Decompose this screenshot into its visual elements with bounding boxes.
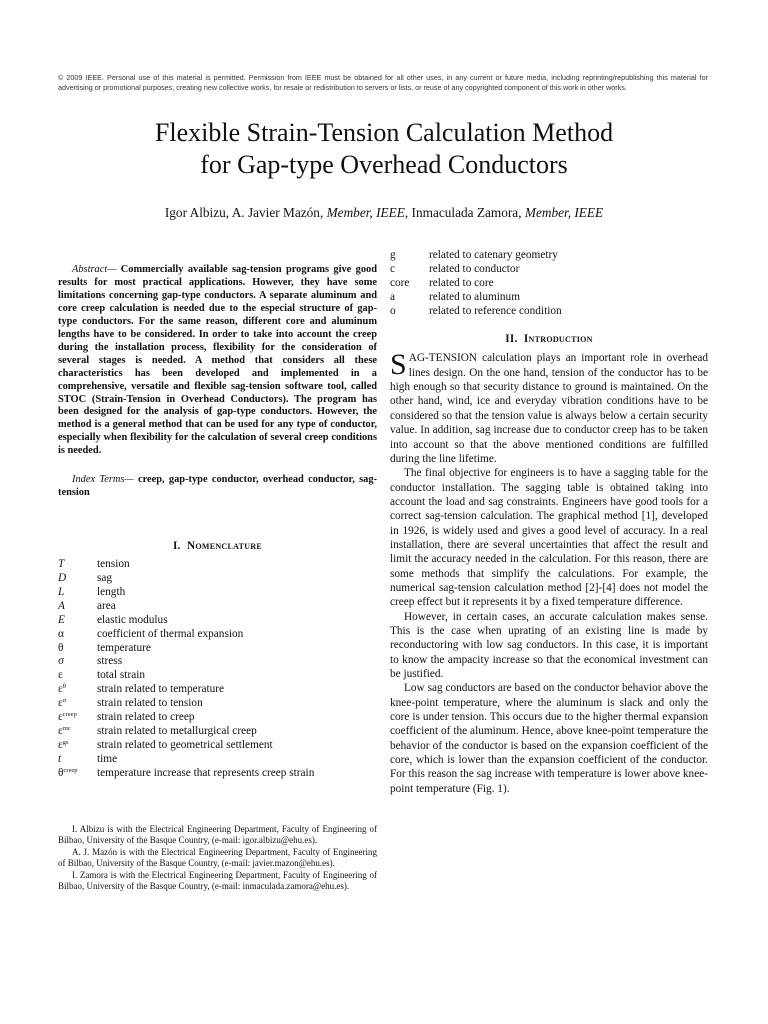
nomenclature-symbol: T	[58, 558, 65, 571]
subscript-item	[390, 305, 708, 319]
symbol-base: ε	[58, 711, 63, 723]
nomenclature-symbol: E	[58, 613, 65, 626]
nomenclature-description: strain related to creep	[97, 711, 195, 723]
nomenclature-item	[58, 753, 377, 767]
nomenclature-item	[58, 600, 377, 614]
nomenclature-description: strain related to geometrical settlement	[97, 738, 273, 751]
nomenclature-item	[58, 628, 377, 642]
copyright-notice: © 2009 IEEE. Personal use of this material is permitted. Permission from IEEE must be obtained for all other uses, in any current or future media, including reprinting/republishing this material for advertising or promotional purposes, creating new collective works, for resale or redistribution to servers or lists, or reuse of any copyrighted component of this work in other works.	[58, 73, 708, 92]
nomenclature-item	[58, 642, 377, 656]
nomenclature-description: strain related to tension	[97, 697, 203, 710]
symbol-base: θ	[58, 766, 64, 779]
subscript-description: related to conductor	[429, 262, 520, 275]
nomenclature-item	[58, 669, 377, 683]
symbol-base: ε	[58, 724, 63, 737]
nomenclature-symbol	[58, 697, 97, 711]
introduction-number: II.	[505, 333, 518, 346]
nomenclature-description: elastic modulus	[97, 613, 168, 626]
nomenclature-item	[58, 739, 377, 753]
nomenclature-item	[58, 558, 377, 572]
intro-paragraph-1-text: AG-TENSION calculation plays an important role in overhead lines design. On the one hand, tension of the conductor has to be high enough so that security distance to ground is maintained. On the other hand, wind, ice and everyday vibration conditions have to be considered so that the tension value is always below a certain security value. In addition, sag increase due to conductor creep has to be taken into account so that the above mentioned conditions are fulfilled during the line lifetime.	[390, 352, 708, 465]
nomenclature-description: temperature	[97, 641, 151, 654]
nomenclature-description: stress	[97, 655, 123, 668]
intro-paragraph-4: Low sag conductors are based on the conductor behavior above the knee-point temperature, where the aluminum is slack and only the core is under tension. This occurs due to the higher thermal expansion coefficient of the aluminum. Hence, above knee-point temperature the behavior of the conductor is based on the expansion coefficient of the core, which is lower than the expansion coefficient of the conductor. For this reason the sag increase with temperature is lower above knee-point temperature (Fig. 1).	[390, 682, 708, 795]
footnote: A. J. Mazón is with the Electrical Engineering Department, Faculty of Engineering of Bilbao, University of the Basque Country, (e-mail: javier.mazon@ehu.es).	[58, 846, 377, 869]
nomenclature-symbol	[58, 739, 97, 753]
abstract	[58, 264, 377, 458]
nomenclature-description: strain related to temperature	[97, 683, 225, 696]
index-terms-lead: Index Terms—	[72, 474, 134, 486]
intro-paragraph-2: The final objective for engineers is to have a sagging table for the conductor installation. The sagging table is obtained taking into account the load and sag constraints. Engineers have good tools for a correct sag-tension calculation. The graphical method [1], developed in 1926, is widely used and gives a good level of accuracy. In a real installation, there are several uncertainties that affect the result and limit the accuracy needed in the calculation. For this reason, there are some methods that simplify the calculations. For example, the numerical sag-tension calculation method [2]-[4] does not model the creep effect but it represents it by a fixed temperature difference.	[390, 467, 708, 609]
subscript-list	[390, 249, 708, 318]
nomenclature-description: temperature increase that represents creep strain	[97, 766, 315, 779]
nomenclature-heading	[58, 540, 377, 552]
nomenclature-symbol: σ	[58, 655, 65, 668]
nomenclature-symbol: θ	[58, 641, 64, 654]
intro-paragraph-3: However, in certain cases, an accurate calculation makes sense. This is the case when uprating of an existing line is made by reconductoring with low sag conductors. In this case, it is important to know the ampacity increase so that the economical investment can be justified.	[390, 610, 708, 681]
title-line-1: Flexible Strain-Tension Calculation Method	[154, 118, 614, 147]
nomenclature-description: tension	[97, 558, 130, 571]
index-terms	[58, 474, 377, 500]
symbol-superscript: θ	[62, 683, 66, 691]
author-list	[0, 205, 768, 221]
nomenclature-item	[58, 697, 377, 711]
nomenclature-symbol	[58, 767, 97, 781]
symbol-superscript: creep	[63, 766, 78, 774]
subscript-item	[390, 291, 708, 305]
nomenclature-number: I.	[172, 540, 181, 553]
nomenclature-symbol: α	[58, 627, 64, 640]
nomenclature-title: Nomenclature	[186, 540, 263, 553]
subscript-item	[390, 277, 708, 291]
footnote: I. Zamora is with the Electrical Engineering Department, Faculty of Engineering of Bilbao, University of the Basque Country, (e-mail: inmaculada.zamora@ehu.es).	[58, 869, 377, 892]
symbol-superscript: σ	[62, 697, 67, 705]
author-names-2: , Inmaculada Zamora,	[404, 205, 522, 220]
symbol-superscript: mc	[62, 724, 71, 732]
subscript-item	[390, 249, 708, 263]
subscript-description: related to aluminum	[429, 290, 520, 303]
nomenclature-item	[58, 572, 377, 586]
nomenclature-description: coefficient of thermal expansion	[97, 627, 244, 640]
paper-title	[0, 117, 768, 181]
nomenclature-symbol	[58, 711, 97, 725]
symbol-superscript: creep	[62, 711, 77, 718]
index-terms-text: creep, gap-type conductor, overhead conductor, sag-tension	[58, 474, 377, 499]
title-line-2: for Gap-type Overhead Conductors	[200, 150, 568, 179]
subscript-symbol: core	[390, 276, 410, 289]
nomenclature-list	[58, 558, 377, 780]
introduction-title: Introduction	[523, 333, 593, 346]
symbol-base: ε	[58, 683, 63, 696]
nomenclature-item	[58, 586, 377, 600]
nomenclature-symbol: D	[58, 572, 67, 585]
nomenclature-description: total strain	[97, 669, 146, 682]
nomenclature-symbol	[58, 683, 97, 697]
intro-paragraph-1	[390, 348, 708, 466]
symbol-base: ε	[58, 697, 63, 710]
subscript-symbol: c	[390, 262, 396, 275]
introduction-heading	[390, 333, 708, 345]
author-names-1: Igor Albizu, A. Javier Mazón,	[164, 205, 324, 220]
nomenclature-description: sag	[97, 572, 113, 585]
nomenclature-item	[58, 614, 377, 628]
author-membership-2: Member, IEEE	[524, 205, 604, 220]
symbol-base: ε	[58, 738, 63, 751]
nomenclature-item	[58, 683, 377, 697]
subscript-symbol: o	[390, 304, 396, 317]
nomenclature-symbol: t	[58, 752, 62, 765]
nomenclature-description: length	[97, 585, 126, 598]
nomenclature-item	[58, 767, 377, 781]
author-footnotes	[58, 824, 377, 892]
abstract-text: Commercially available sag-tension programs give good results for most practical applications. However, they have some limitations concerning gap-type conductors. A separate aluminum and core creep calculation is needed due to the especial structure of gap-type conductors. For the same reason, different core and aluminum lengths have to be considered. In order to take into account the creep during the installation process, flexibility for the consideration of several stages is needed. A method that considers all these characteristics has been developed and implemented in a comprehensive, versatile and flexible sag-tension software tool, called STOC (Strain-Tension in Overhead Conductors). The program has been designed for the analysis of gap-type conductors. However, the method is a general method that can be used for any type of conductor, especially when flexibility for the calculation of several creep conditions is needed.	[58, 264, 377, 457]
subscript-description: related to reference condition	[429, 304, 562, 317]
nomenclature-description: area	[97, 599, 116, 612]
subscript-symbol: g	[390, 249, 396, 261]
left-column	[58, 264, 377, 780]
drop-cap: S	[390, 348, 407, 382]
nomenclature-symbol: L	[58, 585, 65, 598]
subscript-description: related to core	[429, 276, 494, 289]
nomenclature-item	[58, 725, 377, 739]
nomenclature-symbol	[58, 725, 97, 739]
footnote: I. Albizu is with the Electrical Engineering Department, Faculty of Engineering of Bilbao, University of the Basque Country, (e-mail: igor.albizu@ehu.es).	[58, 824, 377, 846]
nomenclature-description: strain related to metallurgical creep	[97, 724, 257, 737]
nomenclature-item	[58, 711, 377, 725]
symbol-superscript: gs	[62, 738, 69, 746]
nomenclature-symbol: ε	[58, 669, 63, 682]
nomenclature-description: time	[97, 752, 118, 765]
subscript-item	[390, 263, 708, 277]
nomenclature-item	[58, 655, 377, 669]
subscript-description: related to catenary geometry	[429, 249, 558, 261]
author-membership-1: Member, IEEE	[326, 205, 405, 220]
nomenclature-symbol: A	[58, 599, 65, 612]
subscript-symbol: a	[390, 290, 396, 303]
right-column	[390, 249, 708, 796]
abstract-lead: Abstract—	[72, 264, 117, 275]
